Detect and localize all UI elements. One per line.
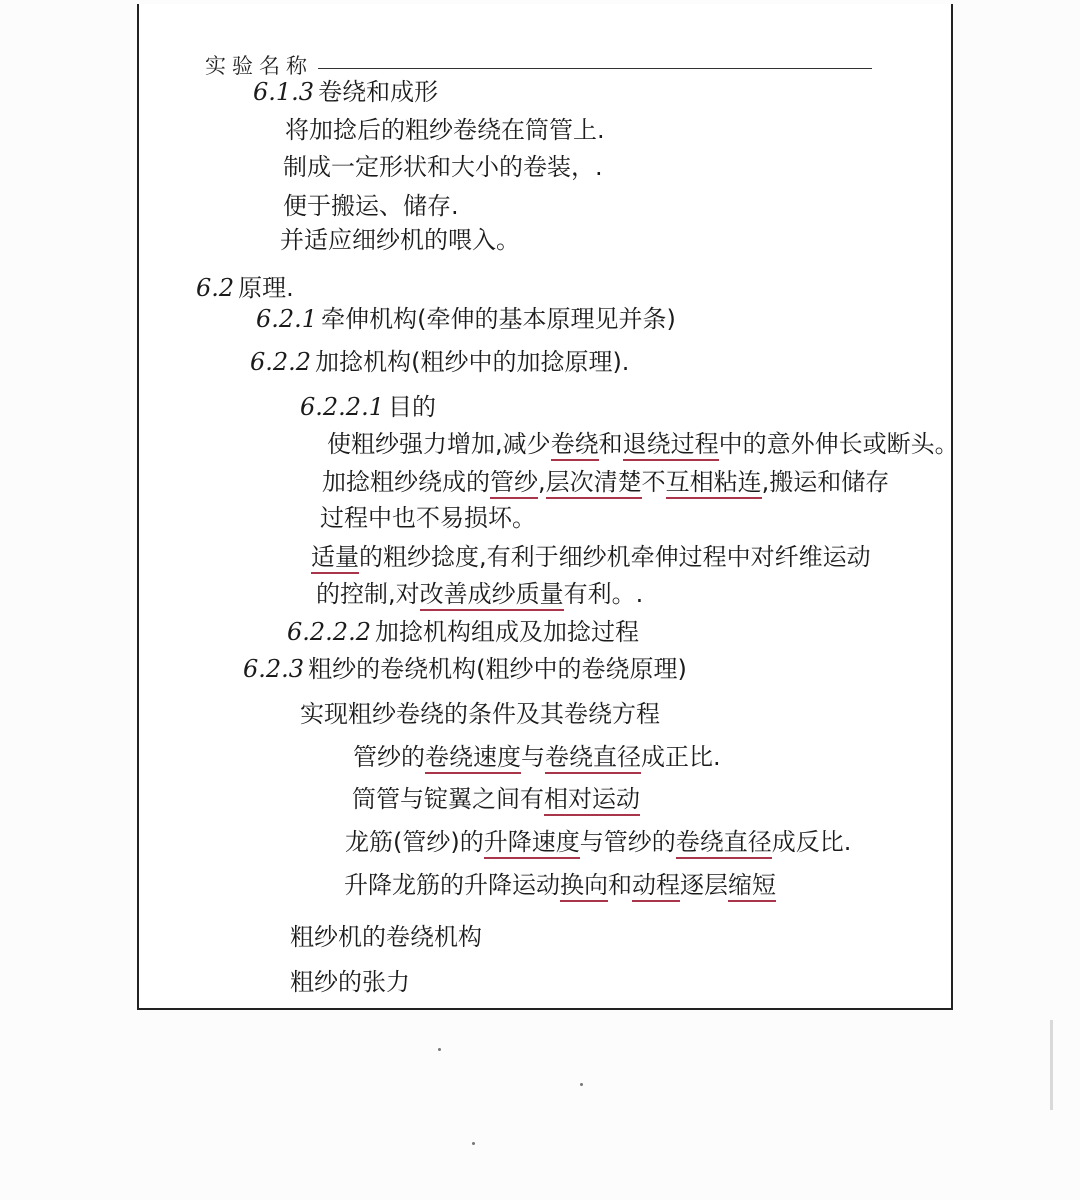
note-text: 加捻机构(粗纱中的加捻原理). xyxy=(315,348,630,376)
note-text: 和 xyxy=(598,430,623,458)
note-line-6 xyxy=(196,276,294,300)
note-text: 的粗纱捻度,有利于细纱机牵伸过程中对纤维运动 xyxy=(359,543,871,571)
note-text: 与 xyxy=(521,743,545,771)
note-text: 过程中也不易损坏。 xyxy=(320,504,536,532)
experiment-name-label: 实验名称 xyxy=(205,54,313,78)
note-line-20 xyxy=(345,830,851,854)
note-text: 的控制,对 xyxy=(316,580,420,608)
note-line-7 xyxy=(256,307,676,331)
note-text: 卷绕和成形 xyxy=(318,78,439,106)
note-line-15 xyxy=(287,620,639,644)
note-text: 和 xyxy=(608,871,632,899)
underlined-phrase: 相对运动 xyxy=(544,785,640,816)
note-line-18 xyxy=(353,745,721,769)
note-text: 实现粗纱卷绕的条件及其卷绕方程 xyxy=(300,700,660,728)
underlined-phrase: 卷绕速度 xyxy=(425,743,521,774)
underlined-phrase: 改善成纱质量 xyxy=(420,580,564,611)
note-line-2 xyxy=(285,118,605,142)
note-line-16 xyxy=(243,657,687,681)
note-text: 制成一定形状和大小的卷装，. xyxy=(283,153,603,181)
note-text: 将加捻后的粗纱卷绕在筒管上. xyxy=(285,116,605,144)
note-text: 加捻粗纱绕成的 xyxy=(322,468,490,496)
note-text: 成正比. xyxy=(641,743,721,771)
note-line-5 xyxy=(280,228,520,252)
note-line-10 xyxy=(327,432,959,456)
underlined-phrase: 卷绕直径 xyxy=(676,828,772,859)
note-line-17 xyxy=(300,702,660,726)
note-line-9 xyxy=(300,395,436,419)
underlined-phrase: 互相粘连 xyxy=(666,468,762,499)
note-text: 逐层 xyxy=(680,871,728,899)
underlined-phrase: 缩短 xyxy=(728,871,776,902)
underlined-phrase: 卷绕直径 xyxy=(545,743,641,774)
note-text: 目的 xyxy=(387,393,436,421)
section-number: 6.1.3 xyxy=(253,78,315,106)
section-number: 6.2.2 xyxy=(250,348,312,376)
note-text: 粗纱的张力 xyxy=(290,968,410,996)
scan-speck xyxy=(580,1083,583,1086)
note-line-23 xyxy=(290,970,410,994)
section-number: 6.2.1 xyxy=(256,305,318,333)
note-text: ,搬运和储存 xyxy=(761,468,890,496)
underlined-phrase: 升降速度 xyxy=(484,828,580,859)
section-number: 6.2.3 xyxy=(243,655,305,683)
scan-speck xyxy=(438,1048,441,1051)
note-line-14 xyxy=(316,582,643,606)
section-number: 6.2.2.2 xyxy=(287,618,371,646)
note-line-11 xyxy=(322,470,889,494)
note-line-1 xyxy=(253,80,438,104)
note-text: 牵伸机构(牵伸的基本原理见并条) xyxy=(321,305,676,333)
note-text: 有利。. xyxy=(563,580,644,608)
note-text: 筒管与锭翼之间有 xyxy=(352,785,544,813)
note-text: 不 xyxy=(641,468,666,496)
underlined-phrase: 管纱 xyxy=(490,468,538,499)
underlined-phrase: 适量 xyxy=(311,543,359,574)
note-line-22 xyxy=(290,925,482,949)
note-line-8 xyxy=(250,350,629,374)
note-line-3 xyxy=(283,155,603,179)
note-line-19 xyxy=(352,787,640,811)
note-text: 便于搬运、储存. xyxy=(283,192,459,220)
scan-speck xyxy=(472,1142,475,1145)
note-text: , xyxy=(538,468,546,496)
note-text: 并适应细纱机的喂入。 xyxy=(280,226,520,254)
underlined-phrase: 卷绕 xyxy=(551,430,599,461)
note-text: 粗纱机的卷绕机构 xyxy=(290,923,482,951)
section-number: 6.2.2.1 xyxy=(300,393,384,421)
note-text: 粗纱的卷绕机构(粗纱中的卷绕原理) xyxy=(308,655,687,683)
note-text: 中的意外伸长或断头。 xyxy=(718,430,959,458)
note-text: 使粗纱强力增加,减少 xyxy=(327,430,551,458)
underlined-phrase: 动程 xyxy=(632,871,680,902)
note-text: 龙筋(管纱)的 xyxy=(345,828,484,856)
note-line-21 xyxy=(344,873,776,897)
section-number: 6.2 xyxy=(196,274,235,302)
note-text: 管纱的 xyxy=(353,743,425,771)
note-text: 加捻机构组成及加捻过程 xyxy=(374,618,639,646)
note-text: 升降龙筋的升降运动 xyxy=(344,871,560,899)
note-line-13 xyxy=(311,545,871,569)
note-text: 成反比. xyxy=(771,828,852,856)
note-text: 与管纱的 xyxy=(579,828,676,856)
note-line-12 xyxy=(320,506,536,530)
note-text: 原理. xyxy=(238,274,294,302)
experiment-name-rule xyxy=(318,68,872,69)
underlined-phrase: 换向 xyxy=(560,871,608,902)
scan-edge-mark xyxy=(1050,1020,1053,1110)
note-line-4 xyxy=(283,194,459,218)
underlined-phrase: 层次清楚 xyxy=(546,468,642,499)
underlined-phrase: 退绕过程 xyxy=(623,430,719,461)
